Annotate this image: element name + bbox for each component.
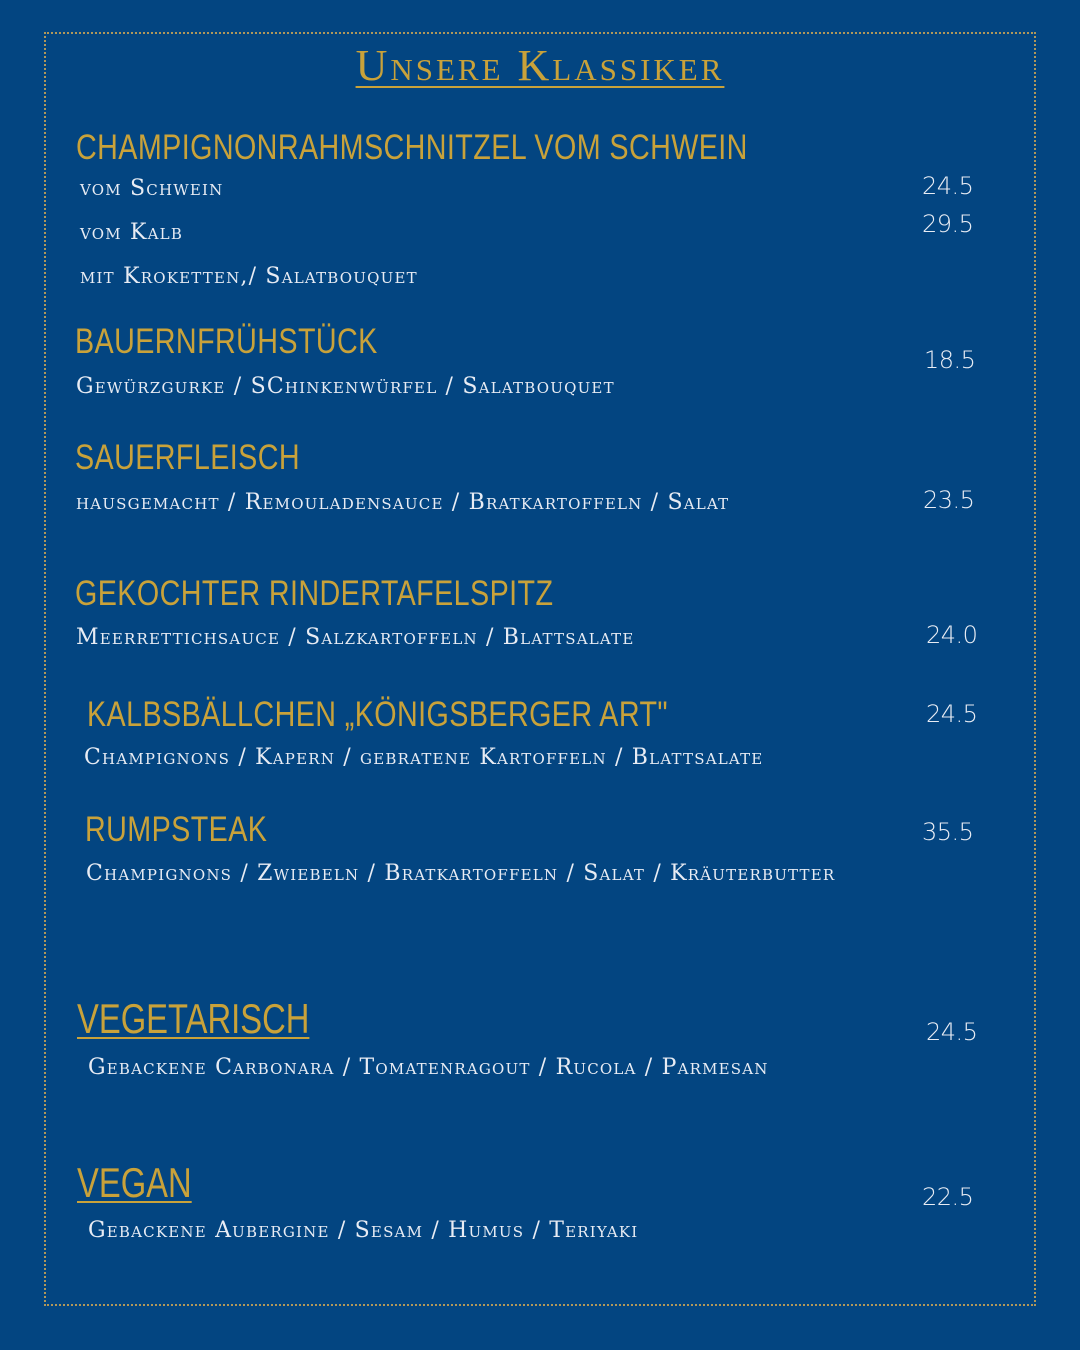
price-rumpsteak: 35.5 [922, 818, 974, 846]
dish-desc-bauernfruehstueck: Gewürzgurke / SChinkenwürfel / Salatbouquet [76, 374, 615, 399]
dish-desc-vegetarisch: Gebackene Carbonara / Tomatenragout / Rucola / Parmesan [88, 1055, 769, 1080]
dish-title-bauernfruehstueck: BAUERNFRÜHSTÜCK [75, 322, 378, 361]
price-kalbsbaellchen: 24.5 [926, 700, 978, 728]
dish-desc-rumpsteak: Champignons / Zwiebeln / Bratkartoffeln / Salat / Kräuterbutter [86, 861, 836, 886]
dish-desc-sauerfleisch: hausgemacht / Remouladensauce / Bratkartoffeln / Salat [76, 490, 730, 515]
price-vegan: 22.5 [922, 1183, 974, 1211]
dish-title-sauerfleisch: SAUERFLEISCH [75, 438, 301, 477]
dish-desc-kalbsbaellchen: Champignons / Kapern / gebratene Kartoffeln / Blattsalate [84, 745, 764, 770]
dish-title-rumpsteak: RUMPSTEAK [85, 810, 268, 849]
price-bauernfruehstueck: 18.5 [924, 346, 976, 374]
price-schwein: 24.5 [922, 172, 974, 200]
price-tafelspitz: 24.0 [926, 621, 978, 649]
price-sauerfleisch: 23.5 [923, 486, 975, 514]
dish-title-kalbsbaellchen: KALBSBÄLLCHEN „KÖNIGSBERGER ART" [87, 695, 669, 734]
dish-option-schwein: vom Schwein [80, 176, 224, 201]
dish-title-schnitzel: CHAMPIGNONRAHMSCHNITZEL VOM SCHWEIN [76, 128, 748, 167]
dish-option-kalb: vom Kalb [80, 220, 184, 245]
dish-title-tafelspitz: GEKOCHTER RINDERTAFELSPITZ [75, 574, 554, 613]
dish-desc-vegan: Gebackene Aubergine / Sesam / Humus / Teriyaki [88, 1218, 639, 1243]
section-title-vegetarisch: VEGETARISCH [77, 995, 310, 1042]
dish-desc-tafelspitz: Meerrettichsauce / Salzkartoffeln / Blattsalate [76, 625, 635, 650]
menu-title: Unsere Klassiker [355, 41, 725, 90]
section-title-vegan: VEGAN [77, 1159, 192, 1206]
price-vegetarisch: 24.5 [926, 1018, 978, 1046]
dish-side-note: mit Kroketten,/ Salatbouquet [80, 264, 418, 289]
menu-border-frame [44, 32, 1036, 1306]
price-kalb: 29.5 [922, 210, 974, 238]
